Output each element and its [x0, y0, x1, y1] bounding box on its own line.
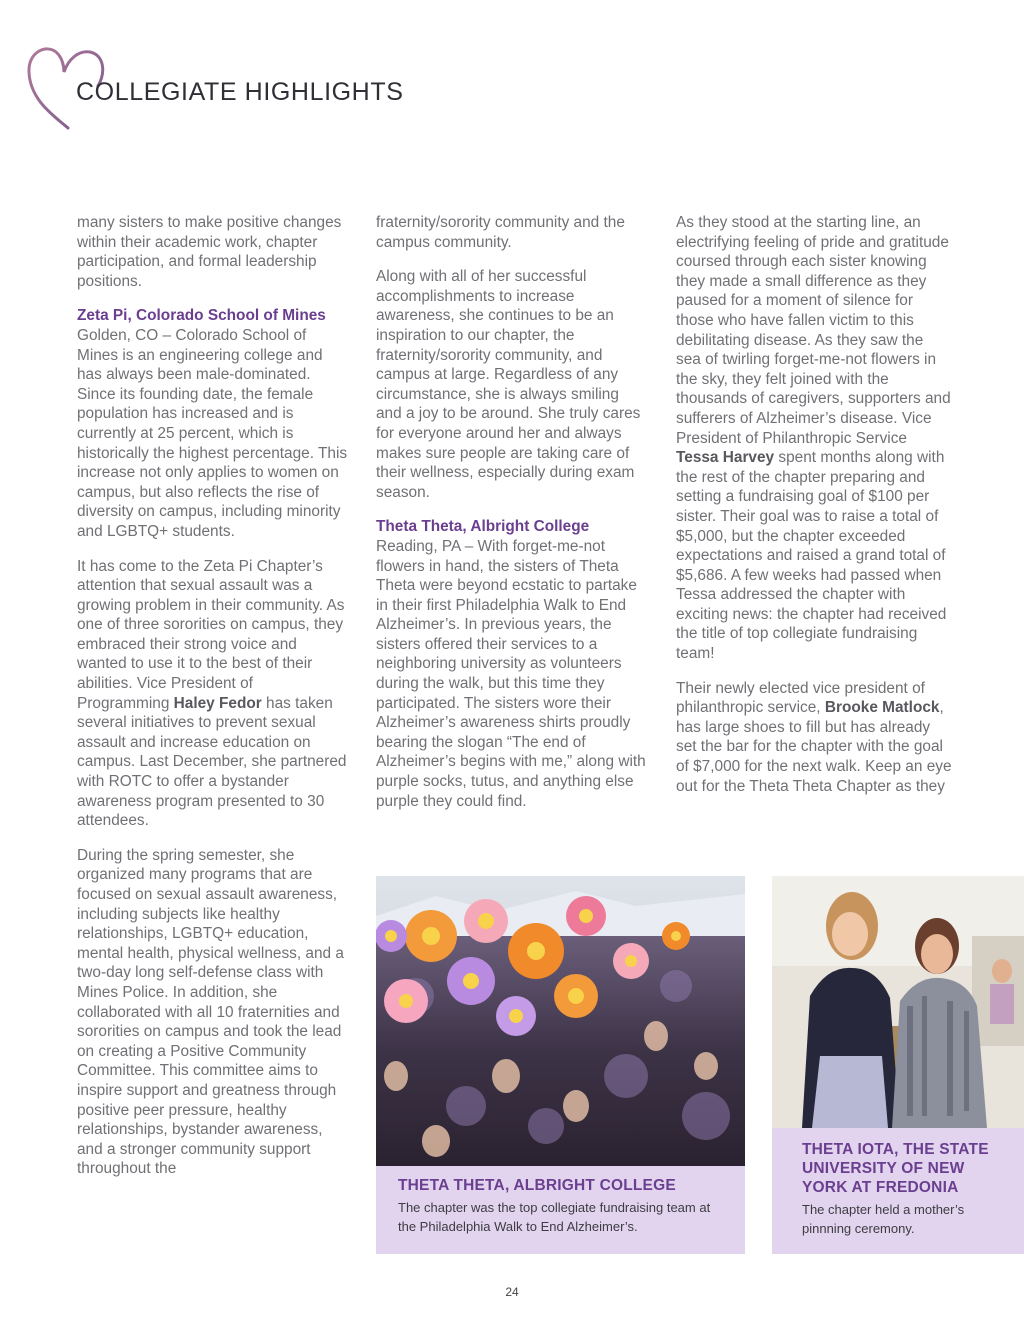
article-column-3 — [676, 213, 952, 811]
zeta-pi-section — [77, 306, 349, 541]
zeta-pi-heading: Zeta Pi, Colorado School of Mines — [77, 307, 326, 325]
article-column-1 — [77, 213, 349, 1194]
person-name-tessa: Tessa Harvey — [676, 449, 775, 467]
assault-text-end: has taken several initiatives to prevent sexual assault and increase education on campus. Last December, she partnered with ROTC to offer a bystander awareness program presented to 30 attendees. — [77, 694, 347, 830]
zeta-pi-text: Golden, CO – Colorado School of Mines is an engineering college and has always been male-dominated. Since its founding date, the female population has increased and is currently at 25 percent, which is historically the highest percentage. This increase not only applies to women on campus, but also reflects the rise of diversity on campus, including minority and LGBTQ+ students. — [77, 326, 348, 540]
new-vp-paragraph — [676, 679, 952, 797]
pinning-photo-caption — [772, 1128, 1024, 1254]
pinning-photo — [772, 876, 1024, 1128]
person-name-brooke: Brooke Matlock — [824, 699, 940, 717]
person-name-haley: Haley Fedor — [173, 694, 262, 712]
page-title: COLLEGIATE HIGHLIGHTS — [76, 78, 404, 106]
walk-crowd-image — [376, 876, 745, 1166]
pinning-ceremony-image — [772, 876, 1024, 1128]
starting-line-paragraph — [676, 213, 952, 664]
intro-paragraph: many sisters to make positive changes within their academic work, chapter participation, and formal leadership positions. — [77, 214, 342, 290]
starting-line-text-end: spent months along with the rest of the chapter preparing and setting a fundraising goal of $100 per sister. Their goal was to raise a total of $5,000, but the chapter exceeded expectations and raised a grand total of $5,686. A few weeks had passed when Tessa addressed the chapter with exciting news: the chapter had received the title of top collegiate fundraising team! — [676, 449, 947, 663]
starting-line-text-start: As they stood at the starting line, an electrifying feeling of pride and gratitude coursed through each sister knowing they made a small difference as they paused for a moment of silence for those who have fallen victim to this debilitating disease. As they saw the sea of twirling forget-me-not flowers in the sky, they felt joined with the thousands of caregivers, supporters and sufferers of Alzheimer’s disease. Vice President of Philanthropic Service — [676, 214, 951, 447]
walk-caption-text: The chapter was the top collegiate fundraising team at the Philadelphia Walk to End Alzheimer’s. — [398, 1200, 711, 1234]
pinning-caption-title: THETA IOTA, THE STATE UNIVERSITY OF NEW YORK AT FREDONIA — [802, 1141, 989, 1196]
theta-theta-heading: Theta Theta, Albright College — [376, 518, 590, 536]
new-vp-text-end: , has large shoes to fill but has already set the bar for the chapter with the goal of $7,000 for the next walk. Keep an eye out for the Theta Theta Chapter as they — [676, 699, 952, 795]
new-vp-text-start: Their newly elected vice president of philanthropic service, — [676, 679, 925, 717]
walk-caption-title: THETA THETA, ALBRIGHT COLLEGE — [398, 1177, 676, 1194]
article-column-2 — [376, 213, 648, 826]
walk-photo-caption — [376, 1166, 745, 1254]
pinning-caption-text: The chapter held a mother’s pinnning ceremony. — [802, 1202, 965, 1236]
theta-theta-text: Reading, PA – With forget-me-not flowers in hand, the sisters of Theta Theta were beyond ecstatic to partake in their first Philadelphia Walk to End Alzheimer’s. In previous years, the sisters offered their services to a neighboring university as volunteers during the walk, but this time they participated. The sisters wore their Alzheimer’s awareness shirts proudly bearing the slogan “The end of Alzheimer’s begins with me,” along with purple socks, tutus, and anything else purple they could find. — [376, 537, 646, 810]
continued-paragraph: fraternity/sorority community and the campus community. — [376, 214, 625, 251]
assault-paragraph — [77, 557, 349, 831]
assault-text-start: It has come to the Zeta Pi Chapter’s attention that sexual assault was a growing problem in their community. As one of three sororities on campus, they embraced their strong voice and wanted to use it to the best of their abilities. Vice President of Programming — [77, 557, 345, 712]
theta-theta-section — [376, 517, 648, 811]
spring-semester-paragraph: During the spring semester, she organized many programs that are focused on sexual assault awareness, including subjects like healthy relationships, LGBTQ+ education, mental health, physical wellness, and a two-day long self-defense class with Mines Police. In addition, she collaborated with all 10 fraternities and sororities on campus and took the lead on creating a Positive Community Committee. This committee aims to inspire support and greatness through positive peer pressure, healthy relationships, bystander awareness, and a stronger community support throughout the — [77, 846, 344, 1178]
inspiration-paragraph: Along with all of her successful accomplishments to increase awareness, she continues to be an inspiration to our chapter, the fraternity/sorority community, and campus at large. Regardless of any circumstance, she is always smiling and a joy to be around. She truly cares for everyone around her and always makes sure people are taking care of their wellness, especially during exam season. — [376, 268, 641, 501]
walk-photo — [376, 876, 745, 1166]
page-number: 24 — [505, 1285, 519, 1299]
